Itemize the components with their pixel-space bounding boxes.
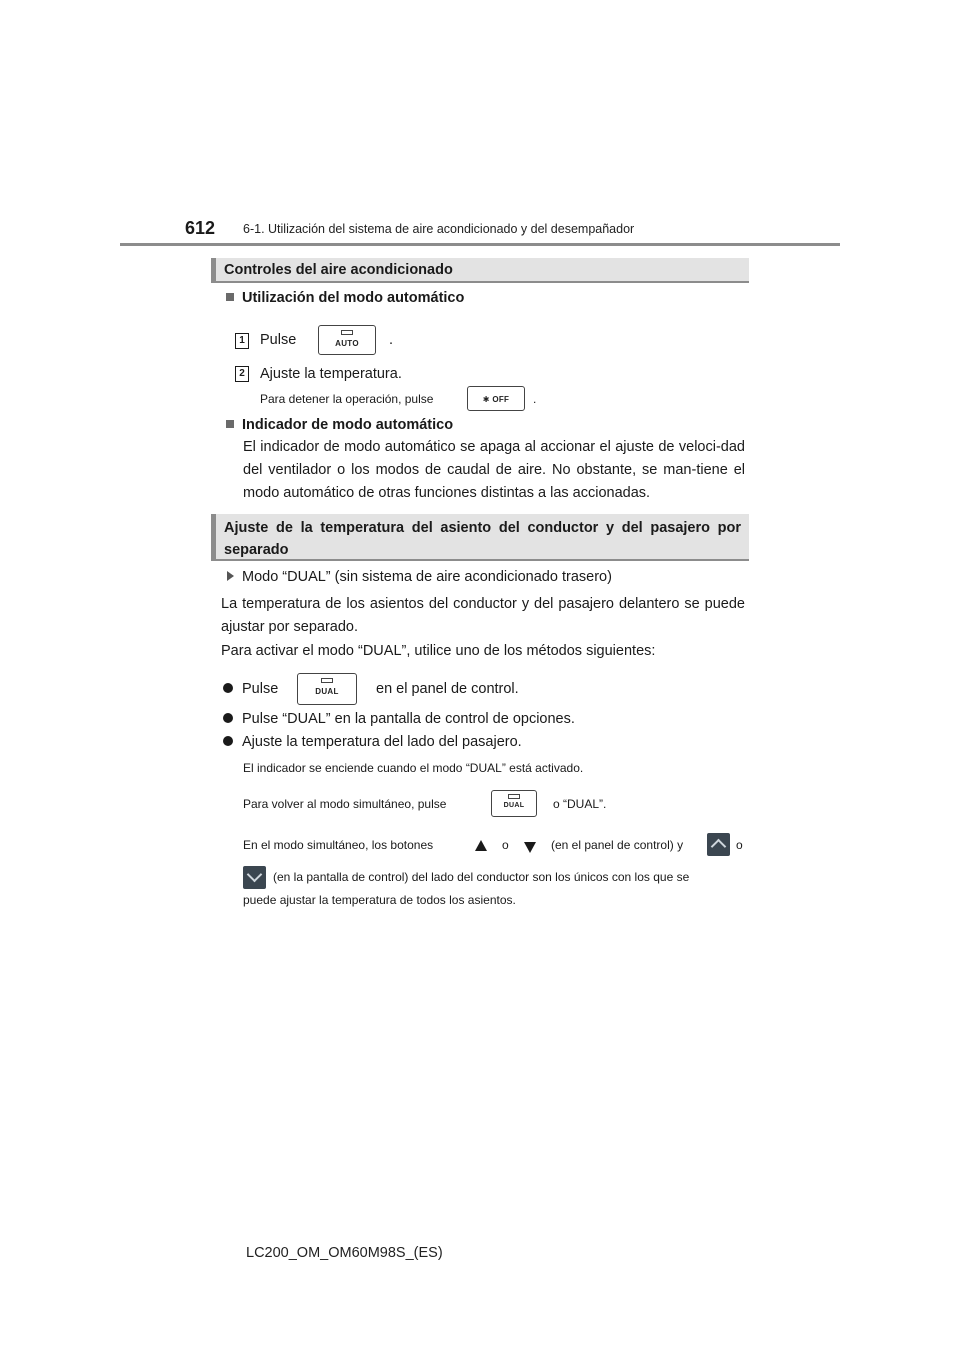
paragraph: La temperatura de los asientos del conductor y del pasajero delantero se puede ajustar por separado. <box>221 596 745 635</box>
paragraph: Para activar el modo “DUAL”, utilice uno de los métodos siguientes: <box>221 643 656 659</box>
dual-button[interactable] <box>491 790 537 817</box>
dual-button-label: DUAL <box>503 802 525 809</box>
fan-off-button[interactable] <box>467 386 525 411</box>
temp-up-arrow-icon[interactable] <box>475 840 487 851</box>
stop-note-period: . <box>533 392 537 406</box>
section-header-controls <box>211 258 749 283</box>
step2-text: Ajuste la temperatura. <box>260 366 402 382</box>
note: El indicador se enciende cuando el modo “DUAL” está activado. <box>243 761 584 775</box>
note: (en la pantalla de control) del lado del conductor son los únicos con los que se <box>273 870 690 884</box>
bullet-text: en el panel de control. <box>376 681 519 697</box>
chapter-title: 6-1. Utilización del sistema de aire acondicionado y del desempañador <box>243 222 635 236</box>
step-number: 2 <box>235 366 249 382</box>
section-title: Controles del aire acondicionado <box>224 262 453 278</box>
indicator-led-icon <box>341 330 353 335</box>
auto-button[interactable] <box>318 325 376 355</box>
fan-icon: ✱ <box>482 395 490 404</box>
note: o “DUAL”. <box>553 797 607 811</box>
bullet-item <box>223 734 522 750</box>
round-bullet-icon <box>223 683 233 693</box>
indicator-paragraph: El indicador de modo automático se apaga al accionar el ajuste de veloci-dad del ventilador o los modos de caudal de aire. No obstante, se man-tiene el modo automático de otras funciones distintas a las accionadas. <box>243 439 745 501</box>
bullet-item <box>223 681 278 697</box>
temp-down-arrow-icon[interactable] <box>524 842 536 853</box>
chevron-up-icon <box>711 839 727 855</box>
note: puede ajustar la temperatura de todos los asientos. <box>243 893 516 907</box>
round-bullet-icon <box>223 736 233 746</box>
auto-button-label: AUTO <box>335 339 359 348</box>
note: o <box>502 838 509 852</box>
fan-off-label <box>468 395 524 404</box>
document-code: LC200_OM_OM60M98S_(ES) <box>246 1245 443 1261</box>
indicator-heading-text: Indicador de modo automático <box>242 417 454 433</box>
step-number: 1 <box>235 333 249 349</box>
page-number: 612 <box>185 218 216 238</box>
header-divider <box>120 243 840 246</box>
step1-period: . <box>389 332 394 348</box>
dual-mode-heading <box>227 569 612 585</box>
bullet-item <box>223 711 575 727</box>
note: o <box>736 838 743 852</box>
off-label: OFF <box>492 395 510 404</box>
square-bullet-icon <box>226 420 234 428</box>
auto-mode-heading <box>226 290 464 306</box>
note: (en el panel de control) y <box>551 838 684 852</box>
triangle-bullet-icon <box>227 571 234 581</box>
dual-mode-heading-text: Modo “DUAL” (sin sistema de aire acondicionado trasero) <box>242 569 612 585</box>
screen-temp-up-button[interactable] <box>707 833 730 856</box>
section-header-dual <box>211 514 749 561</box>
bullet-text: Pulse <box>242 681 279 697</box>
auto-mode-heading-text: Utilización del modo automático <box>242 290 465 306</box>
indicator-led-icon <box>321 678 333 683</box>
indicator-led-icon <box>508 794 520 799</box>
note: Para volver al modo simultáneo, pulse <box>243 797 447 811</box>
square-bullet-icon <box>226 293 234 301</box>
bullet-text: Ajuste la temperatura del lado del pasajero. <box>242 734 522 750</box>
screen-temp-down-button[interactable] <box>243 866 266 889</box>
note: En el modo simultáneo, los botones <box>243 838 434 852</box>
section-title: Ajuste de la temperatura del asiento del conductor y del pasajero por separado <box>224 520 741 558</box>
chevron-down-icon <box>247 867 263 883</box>
bullet-text: Pulse “DUAL” en la pantalla de control de opciones. <box>242 711 575 727</box>
dual-button[interactable] <box>297 673 357 705</box>
stop-note: Para detener la operación, pulse <box>260 392 434 406</box>
dual-button-label: DUAL <box>315 687 339 696</box>
indicator-heading <box>226 417 453 433</box>
round-bullet-icon <box>223 713 233 723</box>
step1-text: Pulse <box>260 332 297 348</box>
